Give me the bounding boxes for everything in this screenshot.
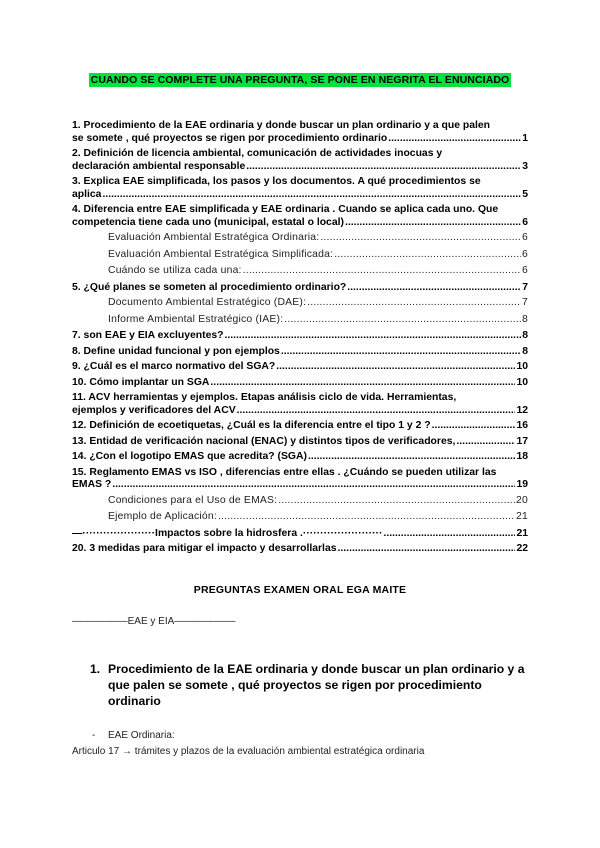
toc-page-number: 5 — [522, 188, 528, 200]
toc-entry-text: 4. Diferencia entre EAE simplificada y EAE ordinaria . Cuando se aplica cada uno. Que — [72, 204, 499, 215]
toc-entry-text: Condiciones para el Uso de EMAS: — [108, 494, 278, 506]
toc-page-number: 20 — [516, 494, 528, 506]
toc-entry[interactable] — [72, 120, 528, 145]
toc-leader-dots — [102, 189, 521, 202]
toc-leader-dots — [225, 330, 522, 343]
toc-page-number: 3 — [522, 160, 528, 172]
bullet-dash: - — [92, 730, 96, 741]
toc-entry-text: 3. Explica EAE simplificada, los pasos y los documentos. A qué procedimientos se — [72, 176, 481, 187]
toc-leader-dots — [308, 451, 515, 464]
toc-entry-text: Cuándo se utiliza cada una: — [108, 265, 242, 276]
toc-leader-dots — [320, 232, 521, 245]
toc-entry[interactable] — [72, 436, 528, 449]
toc-entry[interactable] — [72, 204, 528, 229]
toc-entry-text: Evaluación Ambiental Estratégica Ordinaria: — [108, 232, 320, 243]
toc-leader-dots — [338, 543, 516, 556]
toc-entry[interactable] — [72, 392, 528, 417]
toc-entry[interactable] — [72, 176, 528, 201]
toc-page-number: 16 — [516, 420, 528, 431]
toc-leader-dots — [383, 528, 515, 541]
toc-entry-text: 12. Definición de ecoetiquetas, ¿Cuál es la diferencia entre el tipo 1 y 2 ? — [72, 420, 431, 431]
toc-entry-text: ejemplos y verificadores del ACV — [72, 404, 236, 416]
toc-page-number: 19 — [516, 479, 528, 490]
toc-leader-dots — [347, 282, 521, 295]
question-number: 1. — [90, 662, 101, 676]
toc-page-number: 22 — [516, 543, 528, 554]
toc-entry-text: Evaluación Ambiental Estratégica Simplificada: — [108, 248, 334, 260]
toc-entry[interactable] — [72, 467, 528, 492]
toc-entry-text: declaración ambiental responsable — [72, 160, 246, 172]
toc-leader-dots — [307, 297, 521, 310]
toc-entry-text: 11. ACV herramientas y ejemplos. Etapas análisis ciclo de vida. Herramientas, — [72, 392, 457, 403]
toc-leader-dots — [388, 133, 521, 146]
toc-leader-dots — [243, 265, 521, 278]
toc-page-number: 7 — [522, 281, 528, 293]
toc-page-number: 17 — [516, 435, 528, 447]
toc-entry-text: 2. Definición de licencia ambiental, comunicación de actividades inocuas y — [72, 148, 443, 159]
toc-page-number: 6 — [522, 248, 528, 260]
toc-leader-dots — [284, 314, 521, 327]
toc-entry-text: 7. son EAE y EIA excluyentes? — [72, 330, 224, 341]
toc-entry-text: Documento Ambiental Estratégico (DAE): — [108, 297, 307, 308]
toc-entry-text: 5. ¿Qué planes se someten al procedimiento ordinario? — [72, 281, 347, 293]
toc-entry[interactable] — [72, 377, 528, 390]
toc-entry-text: 1. Procedimiento de la EAE ordinaria y donde buscar un plan ordinario y a que palen — [72, 120, 491, 131]
toc-entry[interactable] — [72, 451, 528, 464]
toc-entry-text: aplica — [72, 188, 102, 200]
toc-entry-text: 8. Define unidad funcional y pon ejemplos — [72, 345, 280, 357]
toc-entry-text: 20. 3 medidas para mitigar el impacto y desarrollarlas — [72, 543, 337, 554]
toc-page-number: 6 — [522, 216, 528, 228]
toc-page-number: 7 — [522, 297, 528, 308]
toc-leader-dots — [218, 511, 515, 524]
toc-page-number: 8 — [522, 345, 528, 357]
banner-wrap — [0, 70, 600, 88]
toc-entry-text: —·····················Impactos sobre la hidrosfera .······················· — [72, 527, 383, 539]
toc-entry-text: 9. ¿Cuál es el marco normativo del SGA? — [72, 361, 276, 372]
toc-page-number: 21 — [516, 511, 528, 522]
toc-entry[interactable] — [72, 282, 528, 295]
toc-entry-text: Informe Ambiental Estratégico (IAE): — [108, 313, 284, 325]
question-heading — [90, 661, 530, 709]
highlight-banner: CUANDO SE COMPLETE UNA PREGUNTA, SE PONE EN NEGRITA EL ENUNCIADO — [90, 74, 510, 86]
toc-entry-text: 14. ¿Con el logotipo EMAS que acredita? (SGA) — [72, 451, 307, 462]
toc-leader-dots — [112, 479, 515, 492]
toc-entry-text: se somete , qué proyectos se rigen por procedimiento ordinario — [72, 132, 388, 144]
toc-page-number: 21 — [516, 527, 528, 539]
toc-leader-dots — [281, 346, 521, 359]
toc-leader-dots — [276, 361, 515, 374]
toc-entry[interactable] — [72, 528, 528, 541]
toc-entry-text: 13. Entidad de verificación nacional (ENAC) y distintos tipos de verificadores, — [72, 435, 456, 447]
toc-subentry[interactable] — [72, 314, 528, 327]
section-title: PREGUNTAS EXAMEN ORAL EGA MAITE — [193, 584, 407, 596]
toc-page-number: 10 — [516, 361, 528, 372]
toc-page-number: 8 — [522, 313, 528, 325]
toc-leader-dots — [278, 495, 515, 508]
table-of-contents — [72, 120, 528, 559]
toc-subentry[interactable] — [72, 511, 528, 524]
toc-entry[interactable] — [72, 346, 528, 359]
toc-subentry[interactable] — [72, 249, 528, 262]
toc-subentry[interactable] — [72, 297, 528, 310]
toc-leader-dots — [246, 161, 521, 174]
question-text: Procedimiento de la EAE ordinaria y donde buscar un plan ordinario y a que palen se somete , qué proyectos se rigen por procedimiento ordinario — [108, 662, 525, 708]
toc-page-number: 8 — [522, 330, 528, 341]
toc-leader-dots — [237, 405, 516, 418]
toc-page-number: 6 — [522, 232, 528, 243]
toc-page-number: 6 — [522, 265, 528, 276]
toc-subentry[interactable] — [72, 265, 528, 278]
toc-entry[interactable] — [72, 543, 528, 556]
toc-entry-text: 10. Cómo implantar un SGA — [72, 376, 210, 388]
article-line: Articulo 17 → trámites y plazos de la evaluación ambiental estratégica ordinaria — [72, 746, 425, 757]
toc-leader-dots — [456, 436, 515, 449]
toc-leader-dots — [210, 377, 515, 390]
toc-entry-text: Ejemplo de Aplicación: — [108, 511, 217, 522]
eae-eia-divider: ––––––––––EAE y EIA––––––––––– — [72, 616, 236, 627]
toc-entry[interactable] — [72, 148, 528, 173]
toc-entry-text: EMAS ? — [72, 479, 112, 490]
bullet-text: EAE Ordinaria: — [108, 730, 175, 741]
toc-page-number: 18 — [516, 451, 528, 462]
toc-leader-dots — [432, 420, 516, 433]
toc-subentry[interactable] — [72, 495, 528, 508]
toc-page-number: 12 — [516, 404, 528, 416]
bullet-item — [92, 730, 175, 741]
toc-entry-text: 15. Reglamento EMAS vs ISO , diferencias entre ellas . ¿Cuándo se pueden utilizar las — [72, 466, 497, 478]
toc-subentry[interactable] — [72, 232, 528, 245]
toc-leader-dots — [334, 249, 521, 262]
toc-entry[interactable] — [72, 361, 528, 374]
toc-entry[interactable] — [72, 330, 528, 343]
toc-entry-text: competencia tiene cada uno (municipal, estatal o local) — [72, 216, 344, 228]
toc-entry[interactable] — [72, 420, 528, 433]
toc-leader-dots — [345, 217, 521, 230]
toc-page-number: 1 — [522, 132, 528, 144]
toc-page-number: 10 — [516, 376, 528, 388]
